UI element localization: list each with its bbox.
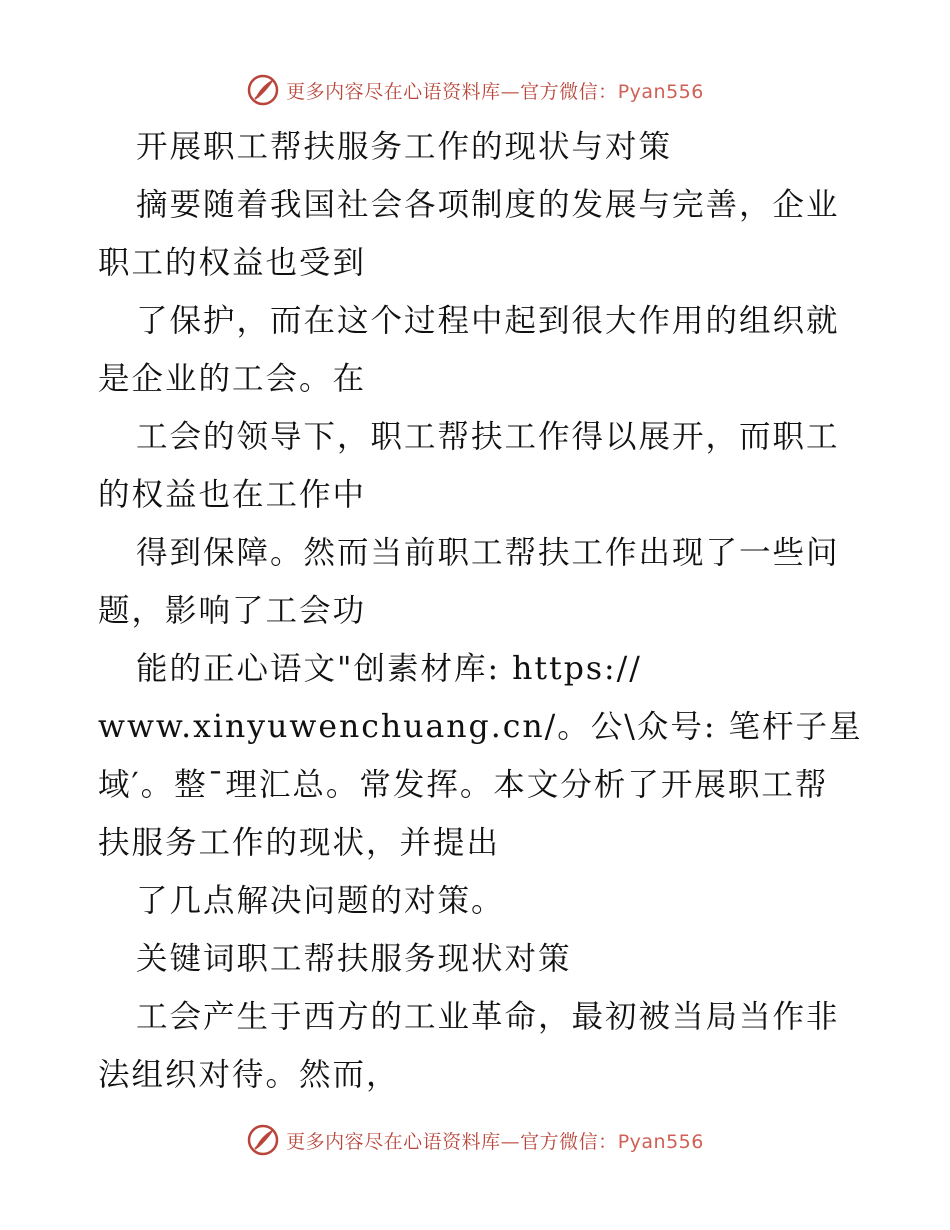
doc-line: 扶服务工作的现状，并提出 bbox=[98, 825, 501, 861]
doc-line: 了几点解决问题的对策。 bbox=[136, 883, 505, 919]
doc-line: 域′。整¯理汇总。常发挥。本文分析了开展职工帮 bbox=[98, 767, 829, 803]
header-wechat-label: 官方微信： bbox=[520, 80, 618, 103]
doc-line: 能的正心语文"创素材库: https:// bbox=[136, 651, 642, 687]
doc-title: 开展职工帮扶服务工作的现状与对策 bbox=[136, 129, 673, 165]
footer-wechat-label: 官方微信： bbox=[520, 1130, 618, 1153]
doc-line: 是企业的工会。在 bbox=[98, 361, 367, 397]
doc-line: 法组织对待。然而， bbox=[98, 1057, 400, 1093]
header-promo-text: 更多内容尽在心语资料库 bbox=[286, 80, 501, 103]
footer-wechat-id: Pyan556 bbox=[617, 1130, 704, 1153]
quill-pen-icon bbox=[246, 1123, 280, 1157]
header-banner bbox=[0, 70, 950, 110]
doc-line: www.xinyuwenchuang.cn/。公\众号: 笔杆子星 bbox=[98, 709, 863, 745]
doc-line: 题，影响了工会功 bbox=[98, 593, 367, 629]
document-body bbox=[98, 118, 863, 1104]
header-promo bbox=[286, 77, 704, 104]
doc-keywords: 关键词职工帮扶服务现状对策 bbox=[136, 941, 572, 977]
doc-line: 的权益也在工作中 bbox=[98, 477, 367, 513]
doc-line: 职工的权益也受到 bbox=[98, 245, 367, 281]
doc-line: 工会产生于西方的工业革命，最初被当局当作非 bbox=[136, 999, 840, 1035]
quill-pen-icon bbox=[246, 73, 280, 107]
header-wechat-id: Pyan556 bbox=[617, 80, 704, 103]
doc-line: 了保护，而在这个过程中起到很大作用的组织就 bbox=[136, 303, 840, 339]
doc-line: 摘要随着我国社会各项制度的发展与完善，企业 bbox=[136, 187, 840, 223]
footer-promo-text: 更多内容尽在心语资料库 bbox=[286, 1130, 501, 1153]
doc-line: 得到保障。然而当前职工帮扶工作出现了一些问 bbox=[136, 535, 840, 571]
footer-dash: — bbox=[500, 1130, 521, 1153]
footer-promo bbox=[286, 1127, 704, 1154]
doc-line: 工会的领导下，职工帮扶工作得以展开，而职工 bbox=[136, 419, 840, 455]
header-dash: — bbox=[500, 80, 521, 103]
footer-banner bbox=[0, 1120, 950, 1160]
